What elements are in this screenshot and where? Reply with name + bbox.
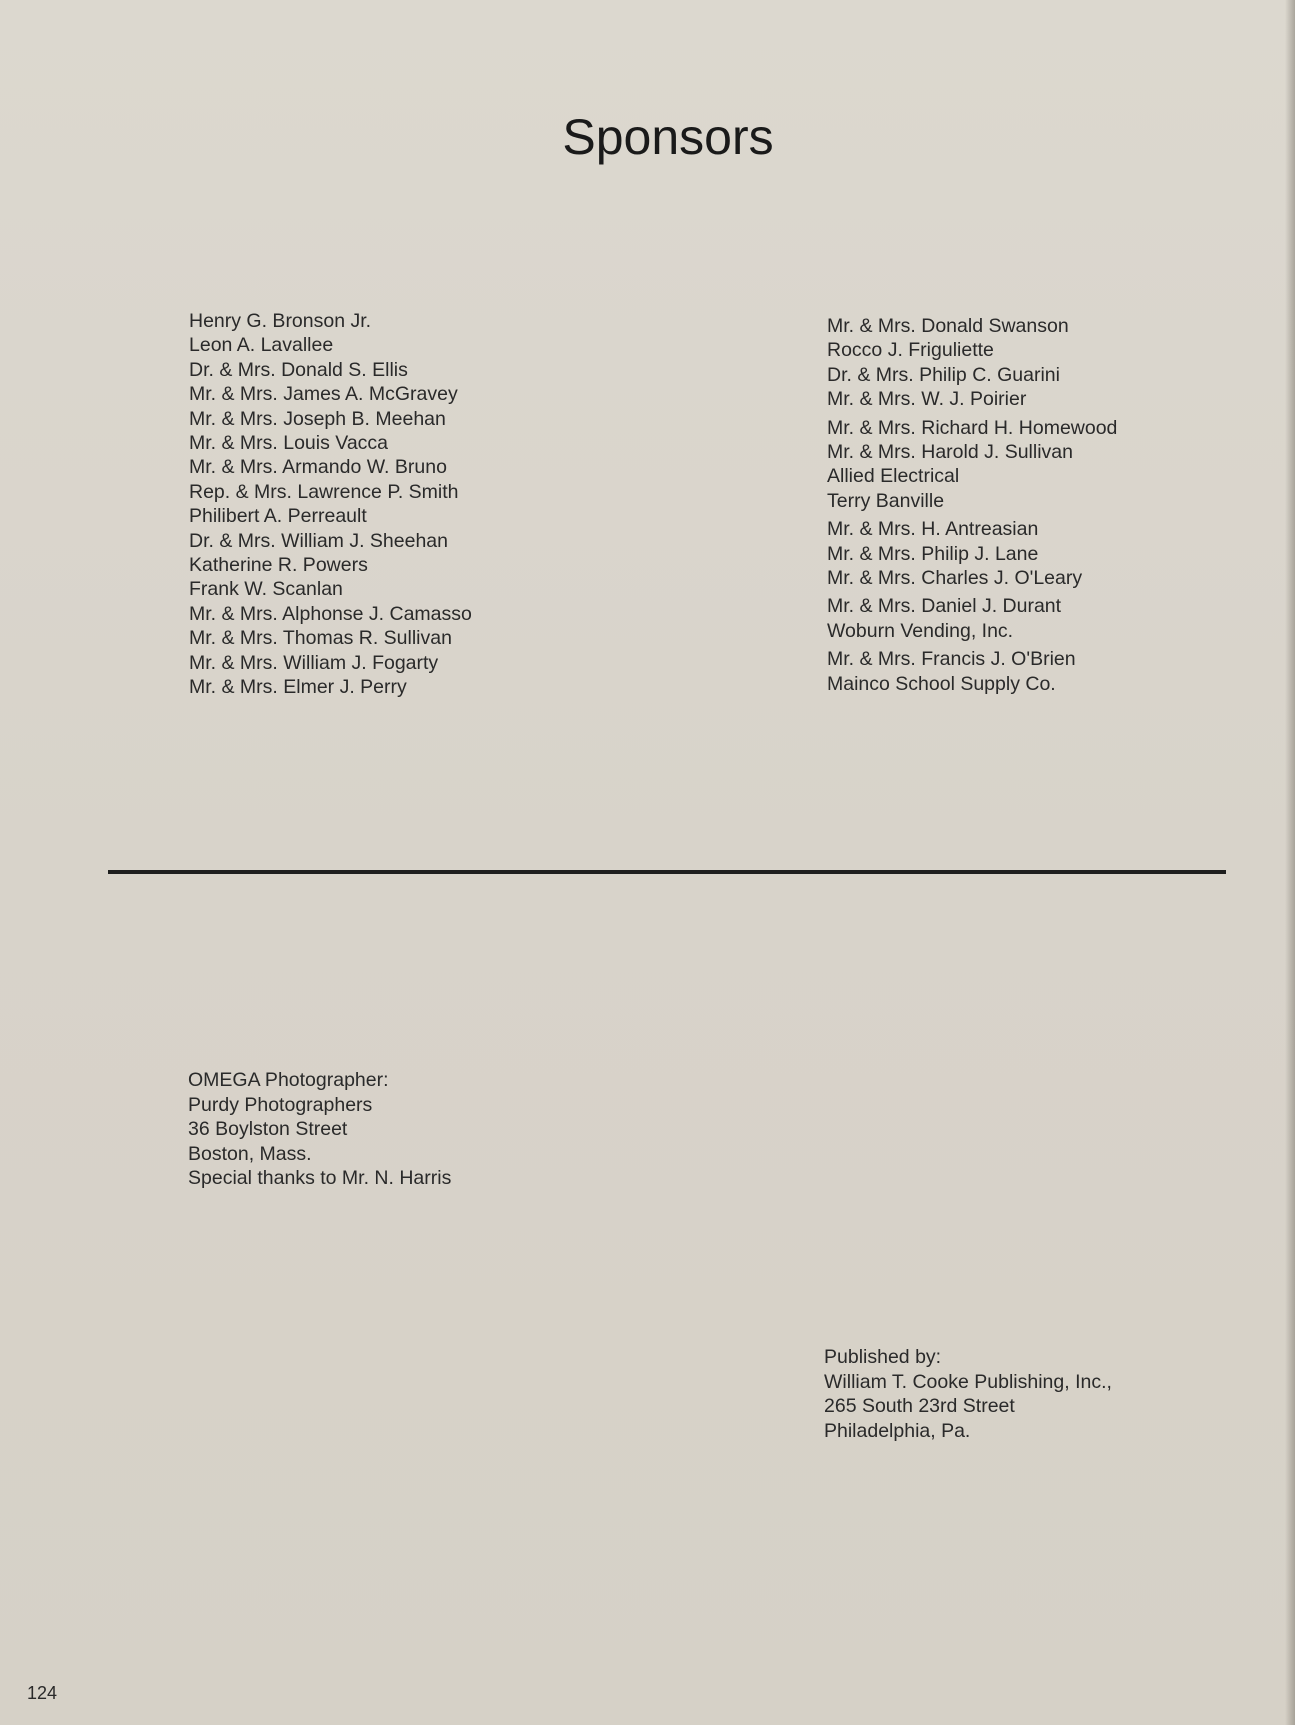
sponsor-entry: Mr. & Mrs. Thomas R. Sullivan [189, 627, 452, 650]
sponsor-entry: Mr. & Mrs. Joseph B. Meehan [189, 407, 446, 430]
sponsor-entry: Mr. & Mrs. Harold J. Sullivan [827, 441, 1073, 464]
photographer-line: 36 Boylston Street [188, 1118, 348, 1140]
publisher-line: Philadelphia, Pa. [824, 1419, 971, 1442]
publisher-credit [824, 1345, 1112, 1443]
sponsor-entry: Mr. & Mrs. Elmer J. Perry [189, 676, 407, 699]
sponsor-entry: Mr. & Mrs. Philip J. Lane [827, 542, 1039, 565]
sponsor-entry: Philibert A. Perreault [189, 505, 367, 528]
photographer-line: OMEGA Photographer: [188, 1069, 389, 1091]
sponsor-entry: Dr. & Mrs. Donald S. Ellis [189, 358, 408, 381]
publisher-line: Published by: [824, 1346, 942, 1368]
sponsor-entry: Mr. & Mrs. Daniel J. Durant [827, 595, 1062, 618]
sponsor-entry: Leon A. Lavallee [189, 334, 334, 357]
sponsors-list-left [189, 309, 472, 700]
sponsor-entry: Dr. & Mrs. William J. Sheehan [189, 529, 448, 552]
sponsor-entry: Mr. & Mrs. H. Antreasian [827, 518, 1039, 541]
sponsor-entry: Mr. & Mrs. Charles J. O'Leary [827, 567, 1083, 590]
photographer-credit [188, 1068, 451, 1191]
sponsor-entry: Mr. & Mrs. Donald Swanson [827, 315, 1069, 337]
photographer-line: Purdy Photographers [188, 1093, 373, 1116]
publisher-line: 265 South 23rd Street [824, 1395, 1015, 1417]
photographer-line: Special thanks to Mr. N. Harris [188, 1167, 452, 1189]
photographer-line: Boston, Mass. [188, 1142, 312, 1165]
sponsor-entry: Mainco School Supply Co. [827, 672, 1056, 695]
page-edge-shadow [1285, 0, 1295, 1725]
sponsor-entry: Mr. & Mrs. William J. Fogarty [189, 651, 439, 674]
sponsor-entry: Mr. & Mrs. James A. McGravey [189, 383, 458, 406]
publisher-line: William T. Cooke Publishing, Inc., [824, 1370, 1112, 1393]
sponsor-entry: Henry G. Bronson Jr. [189, 310, 372, 332]
sponsor-entry: Mr. & Mrs. Louis Vacca [189, 432, 389, 455]
sponsor-entry: Katherine R. Powers [189, 554, 368, 577]
sponsor-entry: Woburn Vending, Inc. [827, 619, 1014, 642]
sponsor-entry: Mr. & Mrs. Armando W. Bruno [189, 456, 447, 479]
sponsor-entry: Rocco J. Friguliette [827, 339, 994, 362]
section-divider [108, 870, 1226, 874]
sponsor-entry: Mr. & Mrs. Richard H. Homewood [827, 416, 1118, 439]
sponsor-entry: Allied Electrical [827, 465, 960, 488]
sponsor-entry: Dr. & Mrs. Philip C. Guarini [827, 363, 1060, 386]
sponsor-entry: Rep. & Mrs. Lawrence P. Smith [189, 480, 459, 503]
sponsors-list-right [827, 314, 1117, 696]
page-number: 124 [27, 1683, 58, 1703]
page-title: Sponsors [562, 109, 774, 165]
sponsor-entry: Mr. & Mrs. W. J. Poirier [827, 388, 1027, 411]
sponsor-entry: Mr. & Mrs. Francis J. O'Brien [827, 648, 1076, 671]
sponsor-entry: Frank W. Scanlan [189, 578, 343, 601]
sponsor-entry: Mr. & Mrs. Alphonse J. Camasso [189, 602, 472, 625]
sponsor-entry: Terry Banville [827, 489, 945, 512]
